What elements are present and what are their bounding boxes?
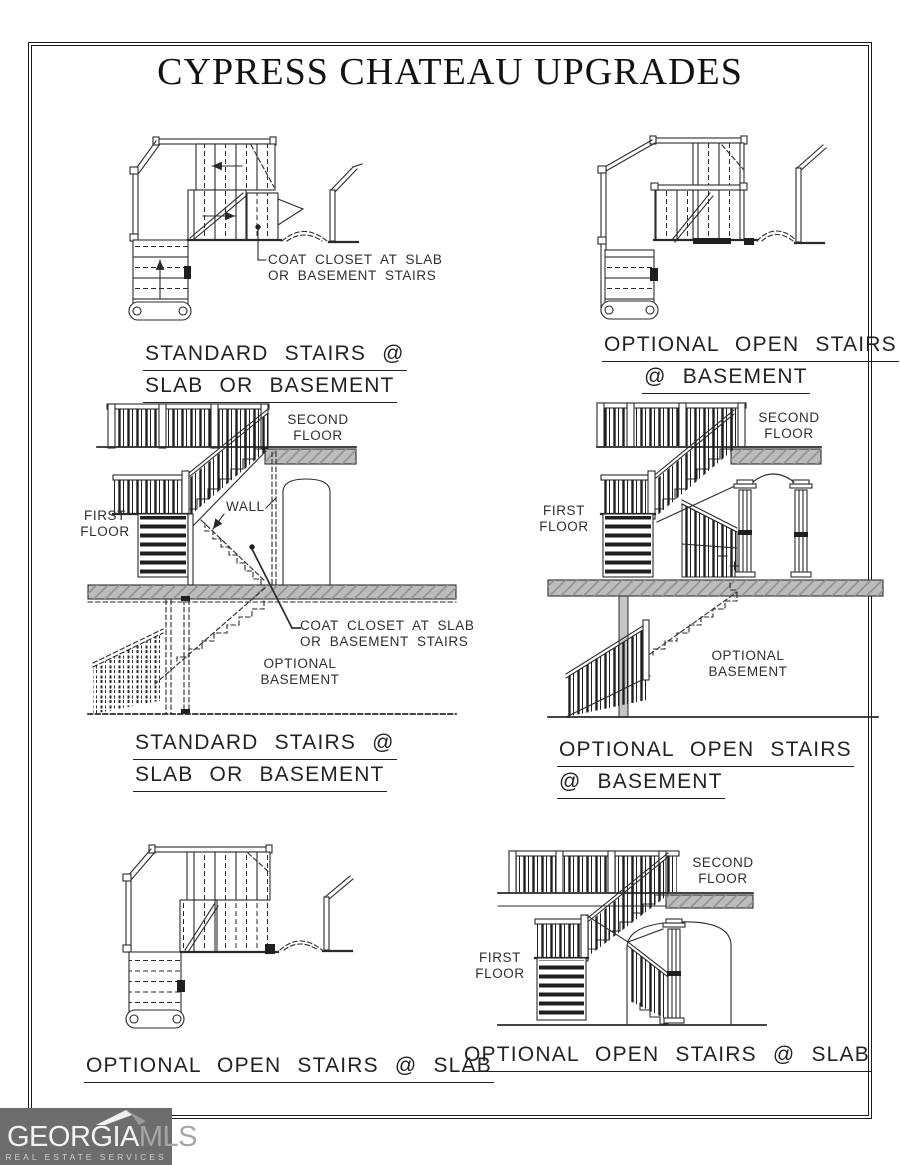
first-floor-label: FIRST FLOOR bbox=[475, 950, 525, 981]
optional-basement-label: OPTIONAL BASEMENT bbox=[260, 656, 340, 687]
page-title: CYPRESS CHATEAU UPGRADES bbox=[157, 51, 743, 93]
plan-open-stairs-top-right bbox=[598, 136, 826, 319]
caption-open-stairs-basement-section: OPTIONAL OPEN STAIRS @ BASEMENT bbox=[557, 735, 854, 799]
logo-text-georgia: GEORGIA bbox=[7, 1121, 139, 1153]
second-floor-label: SECOND FLOOR bbox=[287, 412, 349, 443]
wall-label: WALL bbox=[226, 499, 265, 514]
plan-standard-stairs-top-left bbox=[129, 137, 362, 320]
caption-open-stairs-basement-plan: OPTIONAL OPEN STAIRS @ BASEMENT bbox=[602, 330, 850, 394]
coat-closet-note-plan: COAT CLOSET AT SLAB OR BASEMENT STAIRS bbox=[268, 252, 443, 283]
caption-standard-stairs-section: STANDARD STAIRS @ SLAB OR BASEMENT bbox=[133, 728, 397, 792]
caption-open-stairs-slab-plan: OPTIONAL OPEN STAIRS @ SLAB bbox=[84, 1051, 494, 1083]
plan-open-stairs-slab bbox=[123, 845, 353, 1028]
second-floor-label: SECOND FLOOR bbox=[692, 855, 754, 886]
caption-open-stairs-slab-section: OPTIONAL OPEN STAIRS @ SLAB bbox=[462, 1040, 872, 1072]
first-floor-label: FIRST FLOOR bbox=[539, 503, 589, 534]
second-floor-label: SECOND FLOOR bbox=[758, 410, 820, 441]
first-floor-label: FIRST FLOOR bbox=[80, 508, 130, 539]
caption-standard-stairs-plan: STANDARD STAIRS @ SLAB OR BASEMENT bbox=[143, 339, 407, 403]
coat-closet-note-section: COAT CLOSET AT SLAB OR BASEMENT STAIRS bbox=[300, 618, 475, 649]
logo-tagline: REAL ESTATE SERVICES bbox=[5, 1152, 167, 1162]
georgia-mls-logo bbox=[0, 1108, 197, 1165]
logo-text-mls: MLS bbox=[138, 1121, 197, 1153]
optional-basement-label: OPTIONAL BASEMENT bbox=[708, 648, 788, 679]
